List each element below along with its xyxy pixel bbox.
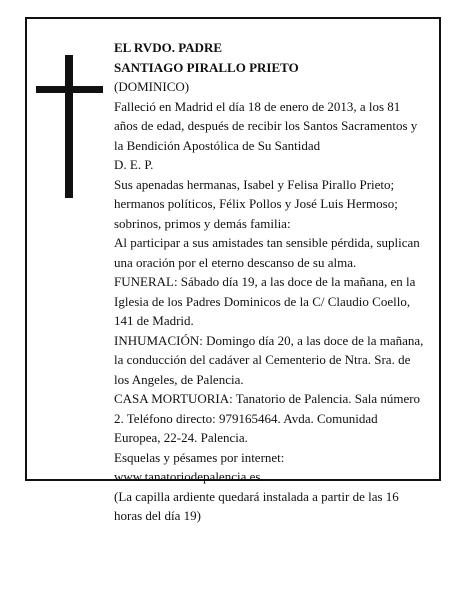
condolences-label: Esquelas y pésames por internet: <box>114 449 285 465</box>
cross-horizontal-bar <box>36 86 103 93</box>
obituary-title: EL RVDO. PADRE <box>114 40 223 55</box>
obituary-text <box>114 38 426 526</box>
funeral-home-info: CASA MORTUORIA: Tanatorio de Palencia. Sala número 2. Teléfono directo: 979165464. Avda. Comunidad Europea, 22-24. Palencia. <box>114 391 421 445</box>
burial-info: INHUMACIÓN: Domingo día 20, a las doce de la mañana, la conducción del cadáver al Cementerio de Ntra. Sra. de los Angeles, de Palencia. <box>114 332 424 387</box>
chapel-note: (La capilla ardiente quedará instalada a partir de las 16 horas del día 19) <box>114 488 399 523</box>
cross-icon <box>36 55 103 198</box>
cross-vertical-bar <box>65 55 73 198</box>
dep-abbreviation: D. E. P. <box>114 157 154 172</box>
prayer-request: Al participar a sus amistades tan sensible pérdida, suplican una oración por el eterno descanso de su alma. <box>114 235 420 270</box>
death-notice: Falleció en Madrid el día 18 de enero de 2013, a los 81 años de edad, después de recibir los Santos Sacramentos y la Bendición Apostólica de Su Santidad <box>114 98 418 153</box>
religious-order: (DOMINICO) <box>114 79 190 94</box>
deceased-name: SANTIAGO PIRALLO PRIETO <box>114 59 299 75</box>
family-notice: Sus apenadas hermanas, Isabel y Felisa Pirallo Prieto; hermanos políticos, Félix Pollos y José Luis Hermoso; sobrinos, primos y demás familia: <box>114 176 398 231</box>
website-link[interactable]: www.tanatoriodepalencia.es <box>114 469 261 484</box>
funeral-info: FUNERAL: Sábado día 19, a las doce de la mañana, en la Iglesia de los Padres Dominicos de la C/ Claudio Coello, 141 de Madrid. <box>114 274 416 328</box>
